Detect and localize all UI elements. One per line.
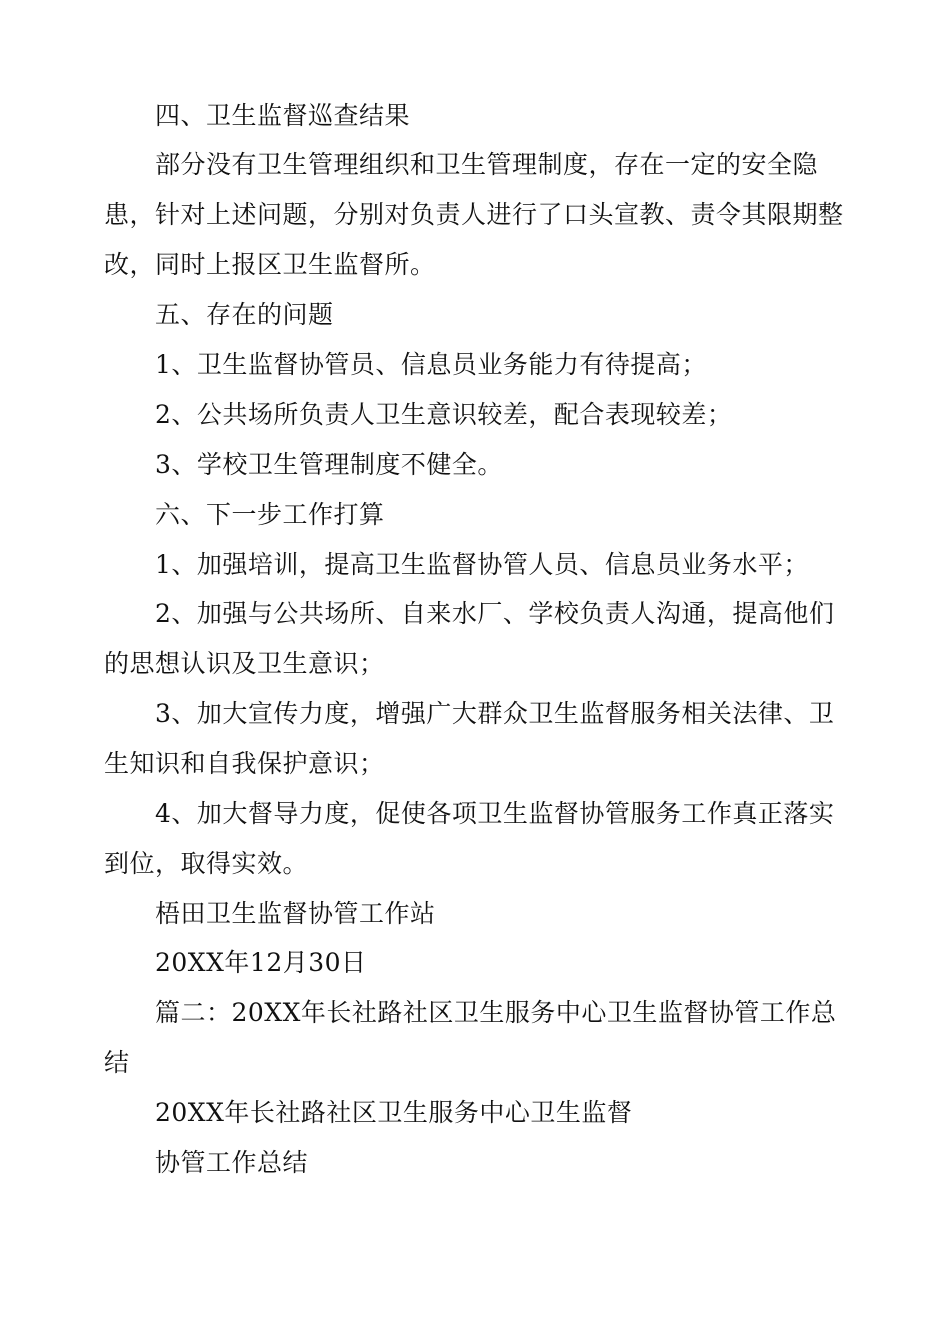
list-item: 3、加大宣传力度，增强广大群众卫生监督服务相关法律、卫 xyxy=(155,699,835,728)
list-item: 2、公共场所负责人卫生意识较差，配合表现较差； xyxy=(155,400,733,429)
paragraph-line: 患，针对上述问题，分别对负责人进行了口头宣教、责令其限期整 xyxy=(104,200,844,229)
list-item-continuation: 生知识和自我保护意识； xyxy=(104,749,385,778)
list-item-continuation: 的思想认识及卫生意识； xyxy=(104,649,385,678)
signature-date: 20XX年12月30日 xyxy=(155,948,367,977)
article-subtitle: 20XX年长社路社区卫生服务中心卫生监督 xyxy=(155,1098,633,1127)
paragraph-line: 改，同时上报区卫生监督所。 xyxy=(104,250,436,279)
list-item: 1、加强培训，提高卫生监督协管人员、信息员业务水平； xyxy=(155,550,809,579)
section-heading-6: 六、下一步工作打算 xyxy=(155,500,385,529)
paragraph-line: 部分没有卫生管理组织和卫生管理制度，存在一定的安全隐 xyxy=(155,150,819,179)
article-title: 篇二：20XX年长社路社区卫生服务中心卫生监督协管工作总 xyxy=(155,998,837,1027)
article-subtitle: 协管工作总结 xyxy=(155,1148,309,1177)
list-item-continuation: 到位，取得实效。 xyxy=(104,849,309,878)
article-title-continuation: 结 xyxy=(104,1048,130,1077)
list-item: 4、加大督导力度，促使各项卫生监督协管服务工作真正落实 xyxy=(155,799,835,828)
list-item: 1、卫生监督协管员、信息员业务能力有待提高； xyxy=(155,350,707,379)
list-item: 2、加强与公共场所、自来水厂、学校负责人沟通，提高他们 xyxy=(155,599,835,628)
section-heading-5: 五、存在的问题 xyxy=(155,300,334,329)
signature-organization: 梧田卫生监督协管工作站 xyxy=(155,899,436,928)
list-item: 3、学校卫生管理制度不健全。 xyxy=(155,450,503,479)
section-heading-4: 四、卫生监督巡查结果 xyxy=(155,101,411,130)
